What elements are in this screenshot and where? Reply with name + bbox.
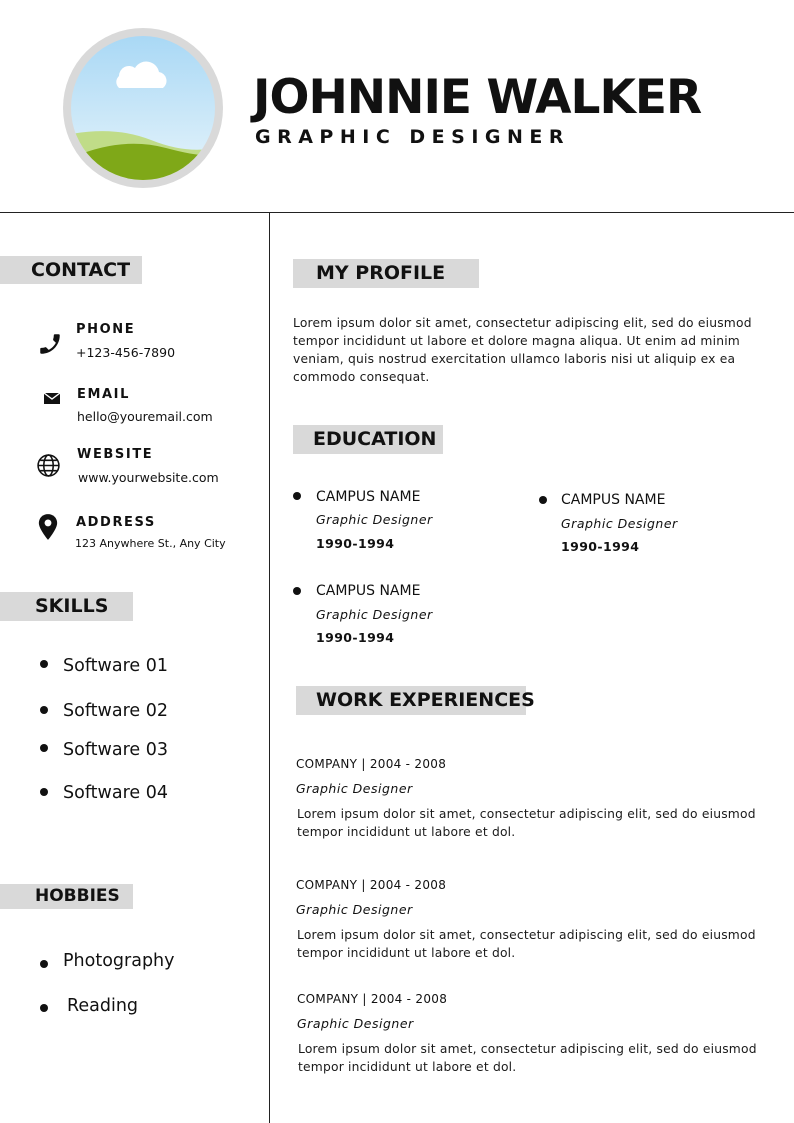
bullet-icon — [40, 788, 48, 796]
campus-role: Graphic Designer — [316, 607, 433, 622]
mail-icon — [40, 386, 66, 412]
header-divider — [0, 212, 794, 213]
address-value: 123 Anywhere St., Any City — [75, 537, 226, 550]
skill-item: Software 02 — [63, 701, 168, 721]
work-role: Graphic Designer — [296, 902, 413, 917]
campus-role: Graphic Designer — [316, 512, 433, 527]
campus-name: CAMPUS NAME — [316, 489, 421, 505]
work-company: COMPANY | 2004 - 2008 — [297, 992, 448, 1006]
work-role: Graphic Designer — [297, 1016, 414, 1031]
bullet-icon — [40, 960, 48, 968]
campus-years: 1990-1994 — [316, 630, 395, 645]
campus-name: CAMPUS NAME — [316, 583, 421, 599]
email-value: hello@youremail.com — [77, 409, 213, 424]
email-label: EMAIL — [77, 387, 130, 402]
skill-item: Software 03 — [63, 740, 168, 760]
bullet-icon — [293, 587, 301, 595]
column-divider — [269, 212, 270, 1123]
hobbies-heading: HOBBIES — [0, 884, 133, 909]
profile-photo — [63, 28, 223, 188]
work-description: Lorem ipsum dolor sit amet, consectetur adipiscing elit, sed do eiusmod tempor incididunt ut labore et dol. — [297, 807, 756, 839]
education-heading: EDUCATION — [293, 425, 443, 454]
landscape-placeholder-icon — [71, 36, 215, 180]
phone-icon — [37, 331, 63, 357]
address-label: ADDRESS — [76, 515, 156, 530]
campus-role: Graphic Designer — [561, 516, 678, 531]
location-pin-icon — [35, 513, 61, 539]
work-company: COMPANY | 2004 - 2008 — [296, 757, 447, 771]
bullet-icon — [539, 496, 547, 504]
website-label: WEBSITE — [77, 447, 154, 462]
bullet-icon — [40, 744, 48, 752]
work-company: COMPANY | 2004 - 2008 — [296, 878, 447, 892]
contact-heading: CONTACT — [0, 256, 142, 284]
profile-text: Lorem ipsum dolor sit amet, consectetur adipiscing elit, sed do eiusmod tempor incididunt ut labore et dolore magna aliqua. Ut enim ad minim veniam, quis nostrud exercitation ullamco laboris nisi ut aliquip ex ea commodo consequat. — [293, 316, 752, 384]
work-description: Lorem ipsum dolor sit amet, consectetur adipiscing elit, sed do eiusmod tempor incididunt ut labore et dol. — [298, 1042, 757, 1074]
campus-years: 1990-1994 — [316, 536, 395, 551]
hobby-item: Reading — [67, 996, 139, 1016]
hobby-item: Photography — [63, 951, 175, 971]
bullet-icon — [40, 706, 48, 714]
campus-name: CAMPUS NAME — [561, 492, 666, 508]
bullet-icon — [40, 660, 48, 668]
bullet-icon — [293, 492, 301, 500]
skill-item: Software 04 — [63, 783, 168, 803]
skills-heading: SKILLS — [0, 592, 133, 621]
work-heading: WORK EXPERIENCES — [296, 686, 526, 715]
campus-years: 1990-1994 — [561, 539, 640, 554]
profile-heading: MY PROFILE — [293, 259, 479, 288]
website-value: www.yourwebsite.com — [78, 470, 219, 485]
phone-value: +123-456-7890 — [76, 345, 176, 360]
work-description: Lorem ipsum dolor sit amet, consectetur adipiscing elit, sed do eiusmod tempor incididunt ut labore et dol. — [297, 928, 756, 960]
skill-item: Software 01 — [63, 656, 168, 676]
globe-icon — [36, 453, 62, 479]
candidate-title: GRAPHIC DESIGNER — [255, 126, 570, 148]
work-role: Graphic Designer — [296, 781, 413, 796]
bullet-icon — [40, 1004, 48, 1012]
phone-label: PHONE — [76, 322, 136, 337]
candidate-name: JOHNNIE WALKER — [253, 70, 702, 125]
